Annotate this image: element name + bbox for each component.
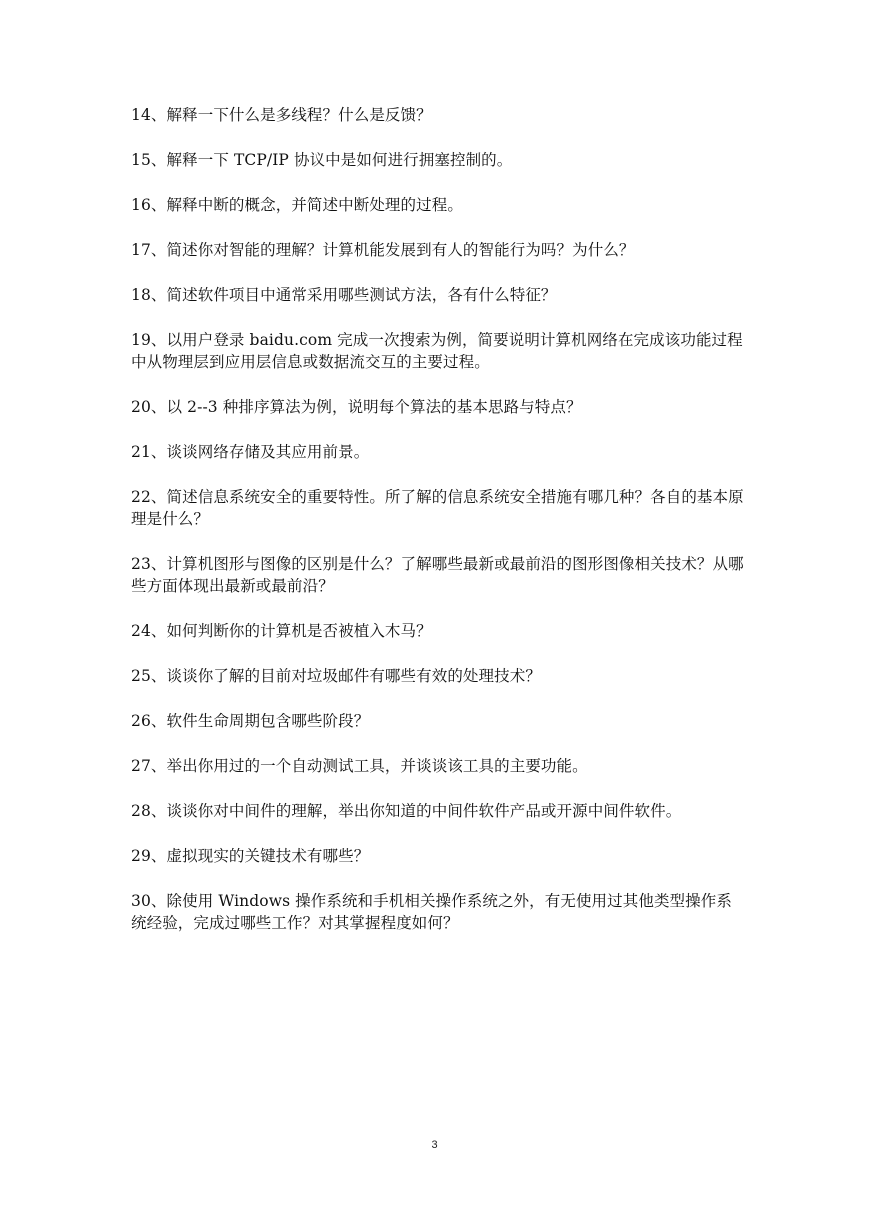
question-29: 29、虚拟现实的关键技术有哪些？ bbox=[131, 847, 370, 865]
question-21: 21、谈谈网络存储及其应用前景。 bbox=[131, 443, 370, 461]
question-30: 30、除使用 Windows 操作系统和手机相关操作系统之外，有无使用过其他类型操作系统经验，完成过哪些工作？对其掌握程度如何？ bbox=[131, 892, 732, 932]
question-25: 25、谈谈你了解的目前对垃圾邮件有哪些有效的处理技术？ bbox=[131, 667, 541, 685]
question-20: 20、以 2--3 种排序算法为例，说明每个算法的基本思路与特点？ bbox=[131, 398, 582, 416]
question-27: 27、举出你用过的一个自动测试工具，并谈谈该工具的主要功能。 bbox=[131, 757, 588, 775]
question-14: 14、解释一下什么是多线程？什么是反馈？ bbox=[131, 106, 432, 124]
question-22: 22、简述信息系统安全的重要特性。所了解的信息系统安全措施有哪几种？各自的基本原理是什么？ bbox=[131, 488, 744, 528]
question-15: 15、解释一下 TCP/IP 协议中是如何进行拥塞控制的。 bbox=[131, 151, 513, 169]
question-28: 28、谈谈你对中间件的理解，举出你知道的中间件软件产品或开源中间件软件。 bbox=[131, 802, 682, 820]
question-26: 26、软件生命周期包含哪些阶段？ bbox=[131, 712, 370, 730]
question-24: 24、如何判断你的计算机是否被植入木马？ bbox=[131, 622, 432, 640]
page-number: 3 bbox=[431, 1139, 438, 1151]
question-18: 18、简述软件项目中通常采用哪些测试方法，各有什么特征？ bbox=[131, 286, 557, 304]
question-list bbox=[131, 104, 746, 957]
question-23: 23、计算机图形与图像的区别是什么？了解哪些最新或最前沿的图形图像相关技术？从哪些方面体现出最新或最前沿？ bbox=[131, 555, 744, 595]
question-16: 16、解释中断的概念，并简述中断处理的过程。 bbox=[131, 196, 463, 214]
question-19: 19、以用户登录 baidu.com 完成一次搜索为例，简要说明计算机网络在完成该功能过程中从物理层到应用层信息或数据流交互的主要过程。 bbox=[131, 331, 743, 371]
question-17: 17、简述你对智能的理解？计算机能发展到有人的智能行为吗？为什么？ bbox=[131, 241, 635, 259]
